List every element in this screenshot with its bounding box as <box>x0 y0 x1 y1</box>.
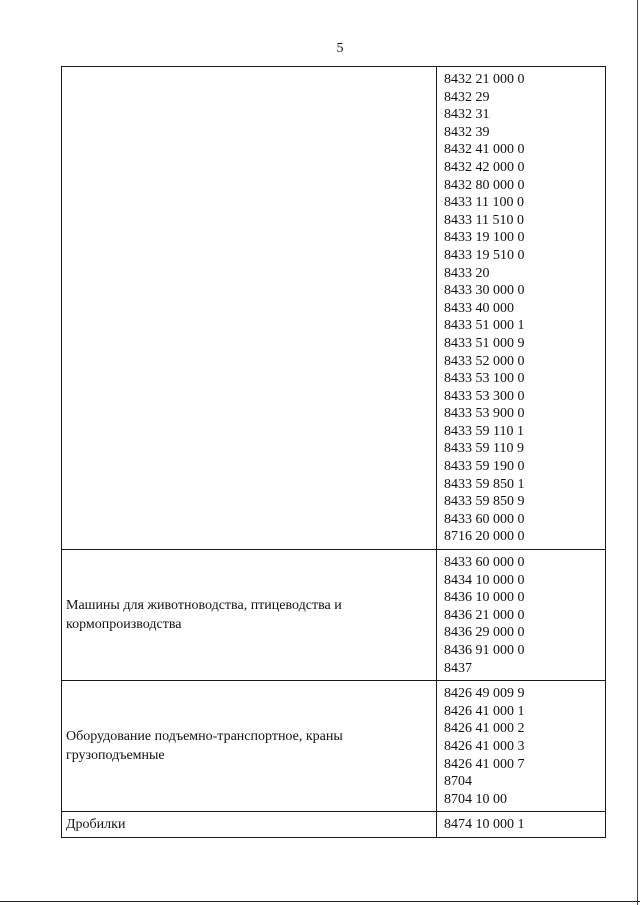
tn-ved-code: 8433 30 000 0 <box>444 283 525 299</box>
tn-ved-code: 8432 80 000 0 <box>444 177 525 193</box>
tn-ved-code: 8432 39 <box>444 124 490 140</box>
code-table <box>61 66 606 838</box>
tn-ved-code: 8432 29 <box>444 89 490 105</box>
tn-ved-code: 8704 10 00 <box>444 791 507 807</box>
tn-ved-code: 8434 10 000 0 <box>444 572 525 588</box>
tn-ved-codes-cell <box>437 681 606 812</box>
tn-ved-code: 8433 59 850 1 <box>444 476 525 492</box>
tn-ved-code: 8436 29 000 0 <box>444 625 525 641</box>
page-bottom-edge <box>0 901 640 902</box>
tn-ved-code: 8433 53 100 0 <box>444 371 525 387</box>
tn-ved-code: 8433 52 000 0 <box>444 353 525 369</box>
tn-ved-code: 8432 31 <box>444 107 490 123</box>
page-right-edge <box>637 0 638 905</box>
tn-ved-codes-cell <box>437 550 606 681</box>
tn-ved-code: 8432 42 000 0 <box>444 159 525 175</box>
tn-ved-code: 8426 41 000 3 <box>444 738 525 754</box>
tn-ved-code: 8474 10 000 1 <box>444 817 525 833</box>
code-list <box>444 681 605 811</box>
tn-ved-code: 8433 53 900 0 <box>444 406 525 422</box>
tn-ved-code: 8437 <box>444 660 472 676</box>
tn-ved-code: 8433 51 000 9 <box>444 335 525 351</box>
tn-ved-code: 8432 21 000 0 <box>444 72 525 87</box>
tn-ved-code: 8433 59 850 9 <box>444 494 525 510</box>
code-list <box>444 550 605 680</box>
product-name-cell: Дробилки <box>62 812 437 838</box>
table-row <box>62 550 606 681</box>
product-name-cell: Машины для животноводства, птицеводства и кормопроизводства <box>62 550 437 681</box>
tn-ved-codes-cell <box>437 67 606 550</box>
tn-ved-code: 8433 40 000 <box>444 300 514 316</box>
tn-ved-code: 8433 59 110 9 <box>444 441 524 457</box>
tn-ved-code: 8433 19 510 0 <box>444 247 525 263</box>
tn-ved-code: 8426 41 000 1 <box>444 703 525 719</box>
tn-ved-code: 8433 53 300 0 <box>444 388 525 404</box>
tn-ved-code: 8426 41 000 2 <box>444 721 525 737</box>
code-list <box>444 812 605 837</box>
tn-ved-code: 8433 19 100 0 <box>444 230 525 246</box>
tn-ved-codes-cell <box>437 812 606 838</box>
tn-ved-code: 8704 <box>444 774 472 790</box>
table-row <box>62 812 606 838</box>
product-name-cell: Оборудование подъемно-транспортное, краны грузоподъемные <box>62 681 437 812</box>
code-list <box>444 67 605 549</box>
tn-ved-code: 8433 11 100 0 <box>444 195 524 211</box>
product-name-cell <box>62 67 437 550</box>
table-row <box>62 681 606 812</box>
tn-ved-code: 8433 11 510 0 <box>444 212 524 228</box>
tn-ved-code: 8436 10 000 0 <box>444 590 525 606</box>
tn-ved-code: 8716 20 000 0 <box>444 529 525 545</box>
tn-ved-code: 8426 49 009 9 <box>444 686 525 702</box>
tn-ved-code: 8436 91 000 0 <box>444 643 525 658</box>
tn-ved-code: 8433 60 000 0 <box>444 555 525 571</box>
page-number: 5 <box>336 41 344 56</box>
tn-ved-code: 8426 41 000 7 <box>444 756 525 772</box>
tn-ved-code: 8433 20 <box>444 265 490 281</box>
tn-ved-code: 8433 60 000 0 <box>444 511 525 527</box>
tn-ved-code: 8436 21 000 0 <box>444 607 525 623</box>
tn-ved-code: 8433 59 110 1 <box>444 423 524 439</box>
table-row <box>62 67 606 550</box>
code-table-body <box>62 67 606 838</box>
tn-ved-code: 8432 41 000 0 <box>444 142 525 158</box>
tn-ved-code: 8433 59 190 0 <box>444 459 525 475</box>
tn-ved-code: 8433 51 000 1 <box>444 318 525 334</box>
